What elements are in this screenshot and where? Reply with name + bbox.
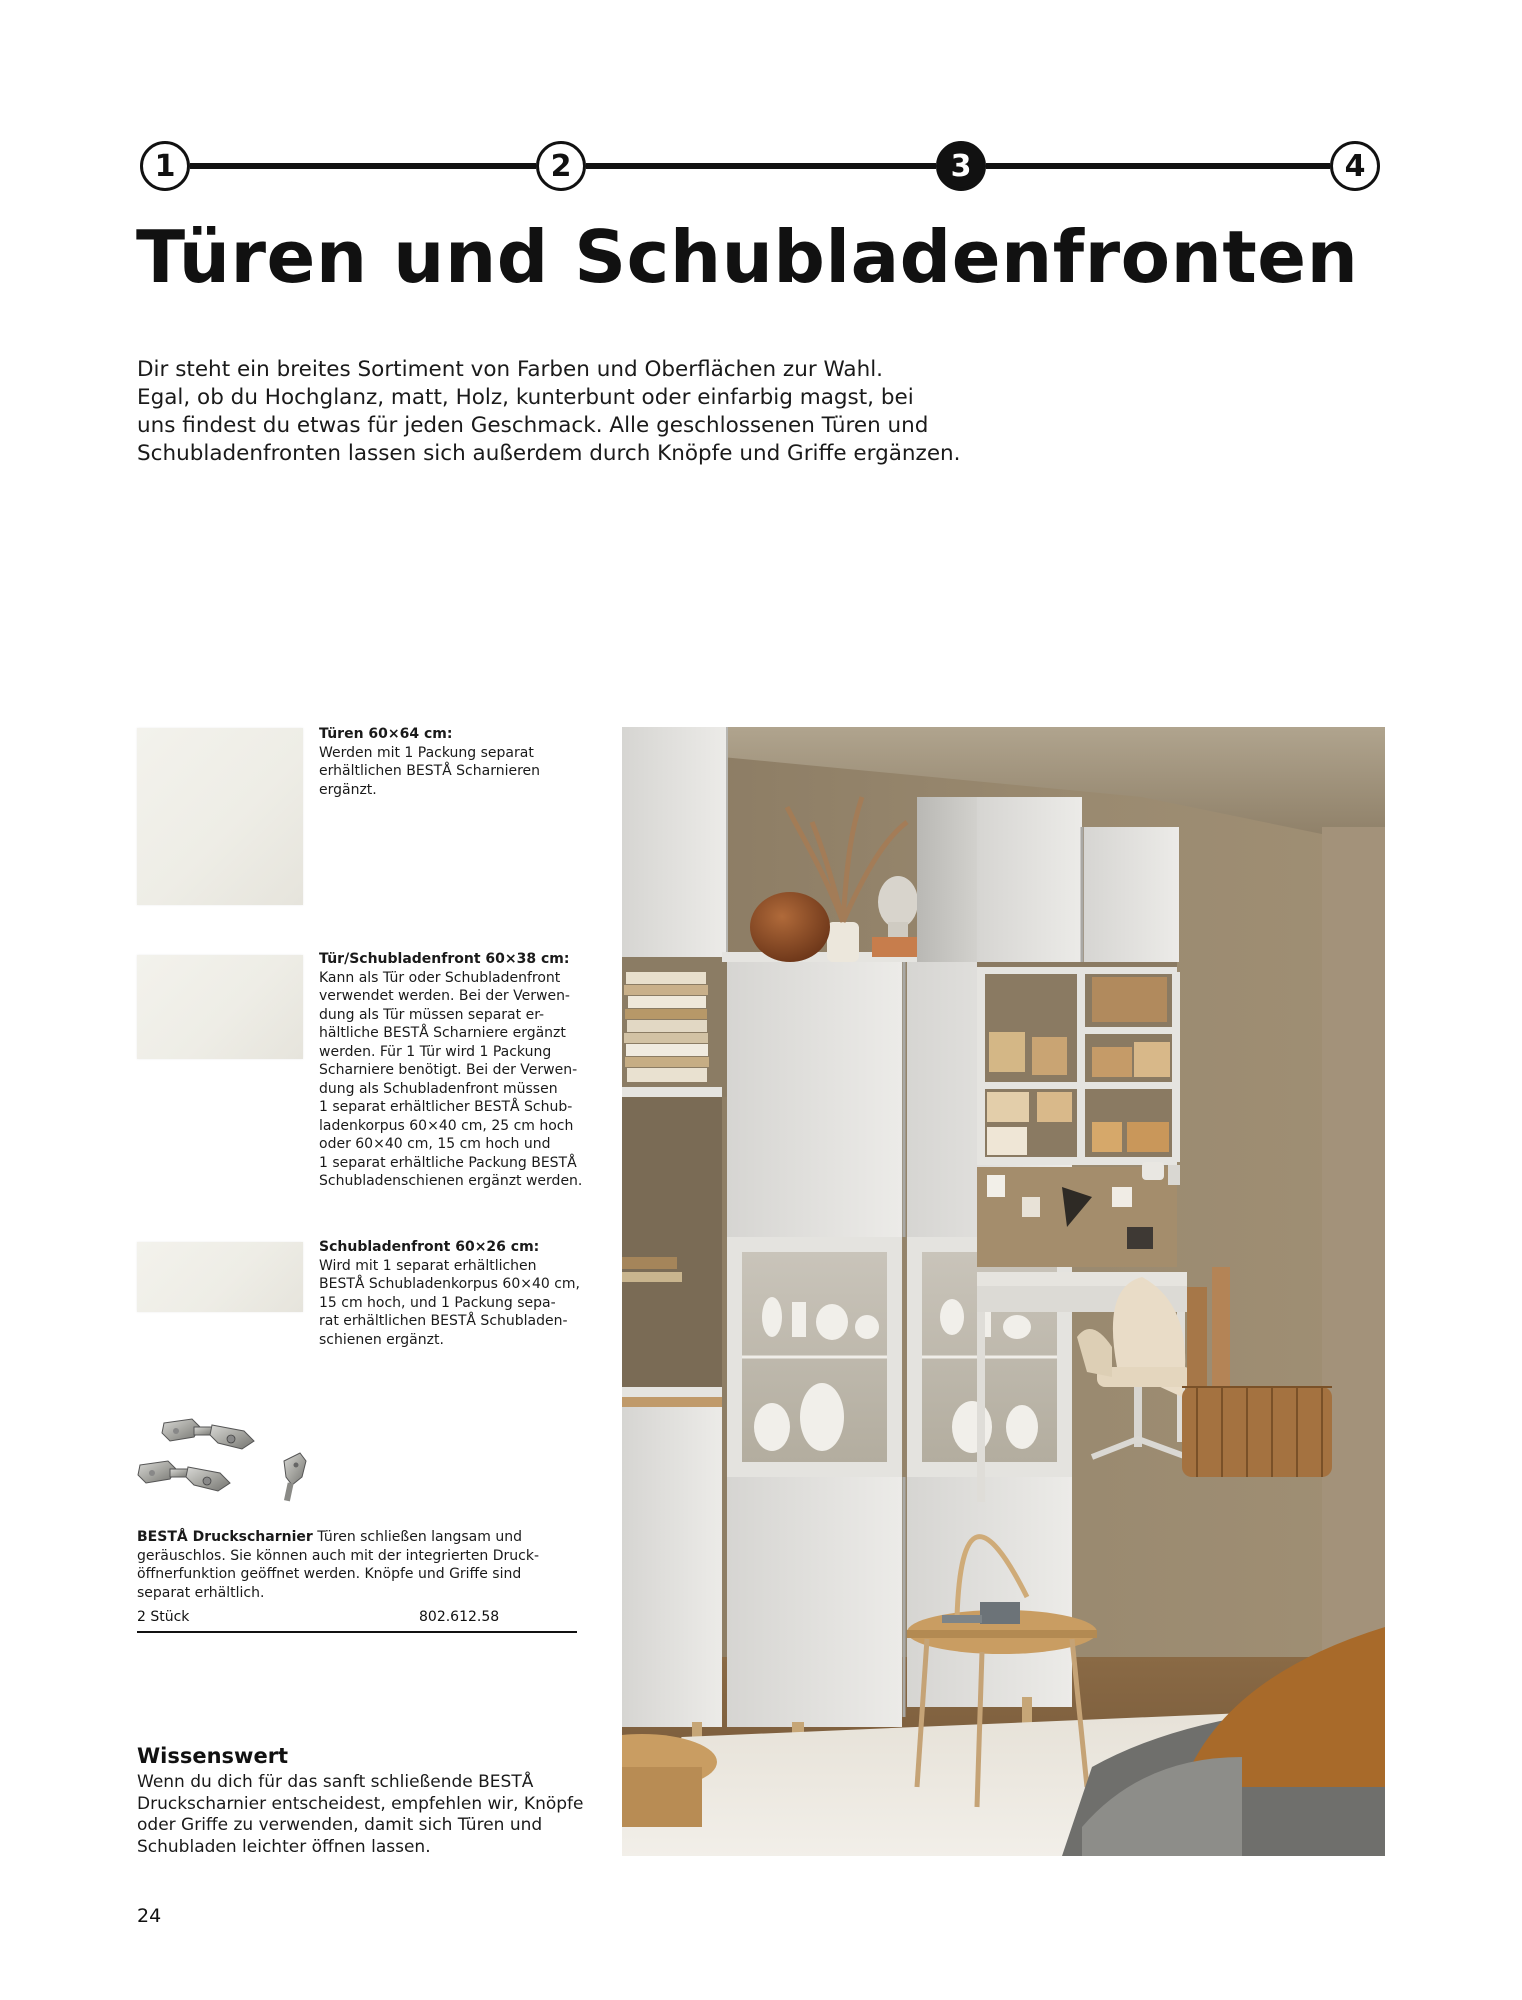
product-line: ladenkorpus 60×40 cm, 25 cm hoch: [319, 1117, 574, 1134]
product-line: BESTÅ Schubladenkorpus 60×40 cm,: [319, 1276, 581, 1292]
product-line: erhältlichen BESTÅ Scharnieren: [319, 763, 541, 779]
product-line: werden. Für 1 Tür wird 1 Packung: [319, 1043, 552, 1060]
intro-line: Egal, ob du Hochglanz, matt, Holz, kunterbunt oder einfarbig magst, bei: [137, 385, 914, 410]
product-line: 1 separat erhältliche Packung BESTÅ: [319, 1154, 577, 1171]
product-line: 1 separat erhältlicher BESTÅ Schub-: [319, 1099, 573, 1115]
product-line: dung als Schubladenfront müssen: [319, 1080, 558, 1097]
product-front-60x38: [319, 950, 589, 1191]
intro-line: Schubladenfronten lassen sich außerdem durch Knöpfe und Griffe ergänzen.: [137, 441, 961, 466]
step-1: 1: [140, 141, 190, 191]
room-illustration: [622, 727, 1385, 1856]
hinge-line: geräuschlos. Sie können auch mit der integrierten Druck-: [137, 1547, 540, 1564]
intro-text: [137, 356, 967, 468]
product-line: schienen ergänzt.: [319, 1331, 444, 1348]
door-swatch-60x64: [137, 728, 303, 905]
intro-line: uns findest du etwas für jeden Geschmack. Alle geschlossenen Türen und: [137, 413, 929, 438]
hinge-name: BESTÅ Druckscharnier: [137, 1529, 313, 1545]
push-opener: [284, 1453, 306, 1501]
hinge-line: separat erhältlich.: [137, 1584, 265, 1601]
product-line: dung als Tür müssen separat er-: [319, 1006, 545, 1023]
wissenswert-line: oder Griffe zu verwenden, damit sich Türen und: [137, 1815, 543, 1835]
room-photo: [622, 727, 1385, 1856]
product-line: hältliche BESTÅ Scharniere ergänzt: [319, 1025, 566, 1041]
page-title: Türen und Schubladenfronten: [136, 215, 1359, 299]
hinge-quantity: 2 Stück: [137, 1609, 190, 1625]
product-line: verwendet werden. Bei der Verwen-: [319, 988, 570, 1004]
hinge-article-row: [137, 1607, 577, 1633]
product-line: rat erhältlichen BESTÅ Schubladen-: [319, 1313, 568, 1329]
hinge-description: [137, 1528, 577, 1602]
intro-line: Dir steht ein breites Sortiment von Farben und Oberflächen zur Wahl.: [137, 357, 884, 382]
product-line: Kann als Tür oder Schubladenfront: [319, 969, 561, 986]
product-heading: Schubladenfront 60×26 cm:: [319, 1239, 540, 1255]
wissenswert-heading: Wissenswert: [137, 1744, 289, 1768]
product-line: oder 60×40 cm, 15 cm hoch und: [319, 1136, 551, 1152]
wissenswert-line: Schubladen leichter öffnen lassen.: [137, 1836, 431, 1857]
front-swatch-60x26: [137, 1242, 303, 1312]
product-door-60x64: [319, 725, 589, 799]
front-swatch-60x38: [137, 955, 303, 1059]
step-connector-line: [190, 163, 536, 169]
step-connector-line: [586, 163, 936, 169]
hinge-line: öffnerfunktion geöffnet werden. Knöpfe und Griffe sind: [137, 1566, 522, 1582]
step-connector-line: [986, 163, 1330, 169]
product-line: Scharniere benötigt. Bei der Verwen-: [319, 1062, 578, 1078]
step-4: 4: [1330, 141, 1380, 191]
page-number: 24: [137, 1905, 162, 1927]
product-line: ergänzt.: [319, 781, 377, 798]
product-line: Wird mit 1 separat erhältlichen: [319, 1257, 537, 1274]
hinge-bottom: [138, 1461, 230, 1491]
wissenswert-line: Wenn du dich für das sanft schließende BESTÅ: [137, 1772, 534, 1792]
product-heading: Tür/Schubladenfront 60×38 cm:: [319, 951, 570, 967]
step-2: 2: [536, 141, 586, 191]
wissenswert-line: Druckscharnier entscheidest, empfehlen wir, Knöpfe: [137, 1793, 584, 1814]
product-front-60x26: [319, 1238, 589, 1349]
wissenswert-text: [137, 1772, 597, 1858]
hinge-article-number: 802.612.58: [419, 1609, 500, 1625]
hinge-top: [162, 1419, 254, 1449]
product-line: 15 cm hoch, und 1 Packung sepa-: [319, 1294, 556, 1311]
product-line: Werden mit 1 Packung separat: [319, 744, 534, 761]
product-line: Schubladenschienen ergänzt werden.: [319, 1173, 583, 1189]
product-heading: Türen 60×64 cm:: [319, 726, 453, 742]
hinge-line: Türen schließen langsam und: [317, 1529, 522, 1545]
books-left: [624, 972, 709, 1082]
hinge-product-image: [134, 1415, 324, 1515]
step-3-active: 3: [936, 141, 986, 191]
